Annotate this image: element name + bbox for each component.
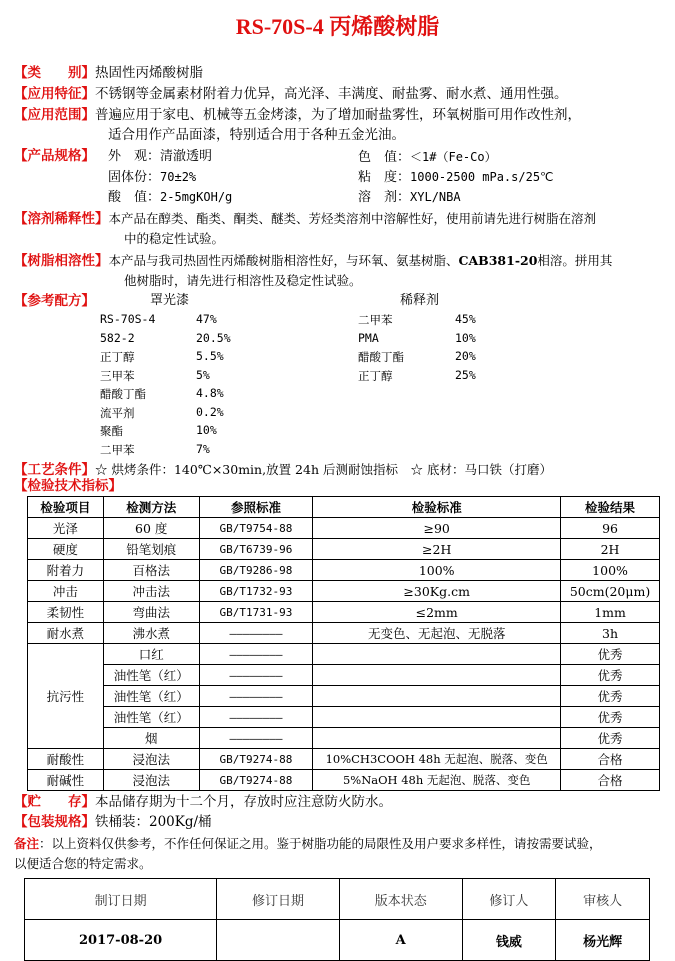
spec-acid: 酸 值：2-5mgKOH/g [108,190,233,205]
recipe-diluent-pct: 25% [455,367,476,382]
cell-ref: ———————— [199,644,313,665]
rev-version: A [339,920,462,961]
cell-result: 优秀 [561,686,660,707]
recipe-coat-pct: 5% [196,367,210,382]
cell-item: 耐水煮 [28,623,104,644]
cell-method: 60 度 [103,518,199,539]
cell-std: ≤2mm [313,602,561,623]
cell-result: 3h [561,623,660,644]
recipe-coat-pct: 4.8% [196,386,224,400]
inspection-table [27,496,660,791]
specs-label: 【产品规格】 [14,148,95,164]
compat-line1a: 本产品与我司热固性丙烯酸树脂相溶性好，与环氧、氨基树脂、 [108,253,459,268]
recipe-coat-name: 正丁醇 [100,350,135,364]
cell-ref: ———————— [199,707,313,728]
recipe-coat-name: 聚酯 [100,424,123,438]
cell-ref: GB/T9274-88 [199,770,313,791]
cell-std: 10%CH3COOH 48h 无起泡、脱落、变色 [313,749,561,770]
cell-method: 浸泡法 [103,749,199,770]
revision-header-row [25,879,650,920]
cell-result: 优秀 [561,707,660,728]
table-row [28,707,660,728]
recipe-coat-title: 罩光漆 [150,293,190,308]
inspection-header-row [28,497,660,518]
recipe-diluent-name: 醋酸丁酯 [358,350,404,364]
features-section [14,85,568,104]
note-line2: 以便适合您的特定需求。 [14,856,152,871]
cell-method: 沸水煮 [103,623,199,644]
page-title: RS-70S-4 丙烯酸树脂 [235,14,440,39]
recipe-diluent-name: 正丁醇 [358,368,393,383]
header-result: 检验结果 [561,497,660,518]
table-row [28,560,660,581]
rev-approver: 杨光辉 [556,920,650,961]
revision-value-row [25,920,650,961]
note-line1: ：以上资料仅供参考，不作任何保证之用。鉴于树脂功能的局限性及用户要求多样性，请按需要试验， [39,836,602,851]
recipe-coat-pct: 7% [196,441,210,456]
table-row [28,728,660,749]
category-section [14,64,203,83]
recipe-coat-pct: 20.5% [196,330,231,345]
compat-line2: 他树脂时，请先进行相溶性及稳定性试验。 [124,273,362,288]
rev-header-reviser: 修订人 [462,879,556,920]
cell-std: 5%NaOH 48h 无起泡、脱落、变色 [313,770,561,791]
cell-ref: GB/T9274-88 [199,749,313,770]
recipe-diluent-pct: 10% [455,330,476,345]
rev-header-revised: 修订日期 [217,879,340,920]
cell-result: 100% [561,560,660,581]
category-label: 【类 别】 [14,65,95,81]
spec-color: 色 值：＜1#（Fe-Co） [358,150,497,165]
table-row [28,539,660,560]
cell-result: 2H [561,539,660,560]
cell-std [313,686,561,707]
spec-viscosity: 粘 度：1000-2500 mPa.s/25℃ [358,170,554,185]
table-row [28,749,660,770]
scope-label: 【应用范围】 [14,107,95,123]
recipe-coat-pct: 47% [196,312,217,326]
cell-method: 浸泡法 [103,770,199,791]
header-ref: 参照标准 [199,497,313,518]
cell-result: 合格 [561,770,660,791]
cell-item: 附着力 [28,560,104,581]
cell-ref: ———————— [199,665,313,686]
table-row [28,581,660,602]
table-row [28,770,660,791]
cell-result: 50cm(20μm) [561,581,660,602]
rev-header-approver: 审核人 [556,879,650,920]
spec-solid: 固体份：70±2% [108,170,197,185]
recipe-coat-name: 582-2 [100,330,135,345]
packing-section [14,813,212,832]
inspection-label: 【检验技术指标】 [14,478,122,494]
compat-label: 【树脂相溶性】 [14,253,109,269]
process-label: 【工艺条件】 [14,462,95,478]
rev-header-made: 制订日期 [25,879,217,920]
table-row [28,686,660,707]
cell-item: 硬度 [28,539,104,560]
recipe-coat-name: 三甲苯 [100,368,135,383]
recipe-coat-name: 醋酸丁酯 [100,387,146,401]
cell-ref: GB/T9754-88 [199,518,313,539]
table-row [28,623,660,644]
process-value: ☆ 烘烤条件：140℃×30min,放置 24h 后测耐蚀指标 ☆ 底材：马口铁（打磨） [95,462,552,477]
cell-std [313,644,561,665]
storage-label: 【贮 存】 [14,794,95,810]
recipe-diluent-pct: 20% [455,349,476,363]
packing-label: 【包装规格】 [14,814,95,830]
recipe-diluent-pct: 45% [455,312,476,326]
cell-std: 100% [313,560,561,581]
cell-ref: ———————— [199,623,313,644]
cell-item: 光泽 [28,518,104,539]
cell-item: 柔韧性 [28,602,104,623]
cell-method: 油性笔（红） [103,665,199,686]
cell-ref: GB/T1732-93 [199,581,313,602]
scope-section [14,106,581,125]
recipe-coat-name: 流平剂 [100,405,135,420]
table-row [28,518,660,539]
cell-ref: ———————— [199,728,313,749]
cell-method: 烟 [103,728,199,749]
rev-reviser: 钱威 [462,920,556,961]
cell-method: 弯曲法 [103,602,199,623]
cell-method: 百格法 [103,560,199,581]
cell-std: ≥90 [313,518,561,539]
features-label: 【应用特征】 [14,86,95,102]
recipe-coat-pct: 10% [196,423,217,437]
cell-result: 合格 [561,749,660,770]
table-row [28,602,660,623]
recipe-coat-name: 二甲苯 [100,442,135,457]
category-value: 热固性丙烯酸树脂 [95,65,203,81]
header-std: 检验标准 [313,497,561,518]
cell-result: 96 [561,518,660,539]
inspection-section [14,477,122,496]
cell-method: 冲击法 [103,581,199,602]
cell-ref: GB/T1731-93 [199,602,313,623]
cell-std: ≥30Kg.cm [313,581,561,602]
storage-value: 本品储存期为十二个月，存放时应注意防火防水。 [95,794,392,810]
cell-ref: ———————— [199,686,313,707]
rev-revised-date [217,920,340,961]
cell-std [313,665,561,686]
cell-method: 油性笔（红） [103,707,199,728]
cell-method: 口红 [103,644,199,665]
note-section [14,834,602,853]
cell-std [313,728,561,749]
recipe-diluent-title: 稀释剂 [400,293,440,308]
rev-made-date: 2017-08-20 [25,920,217,961]
cell-item: 耐酸性 [28,749,104,770]
header-method: 检测方法 [103,497,199,518]
cell-method: 油性笔（红） [103,686,199,707]
cell-method: 铅笔划痕 [103,539,199,560]
header-item: 检验项目 [28,497,104,518]
cell-std: 无变色、无起泡、无脱落 [313,623,561,644]
cell-std: ≥2H [313,539,561,560]
note-label: 备注 [14,836,40,851]
cell-ref: GB/T6739-96 [199,539,313,560]
recipe-diluent-name: PMA [358,330,379,345]
dilution-label: 【溶剂稀释性】 [14,211,109,227]
packing-value: 铁桶装：200Kg/桶 [95,814,212,830]
cell-result: 1mm [561,602,660,623]
cell-item: 抗污性 [28,644,104,749]
compat-line1c: 相溶。拼用其 [537,253,613,268]
recipe-coat-pct: 0.2% [196,404,224,419]
recipe-label: 【参考配方】 [14,293,95,309]
storage-section [14,793,392,812]
cell-std [313,707,561,728]
table-row [28,644,660,665]
cell-result: 优秀 [561,644,660,665]
cell-result: 优秀 [561,665,660,686]
cell-result: 优秀 [561,728,660,749]
dilution-line2: 中的稳定性试验。 [124,231,225,246]
spec-appearance: 外 观：清澈透明 [108,149,213,164]
specs-section [14,147,95,166]
table-row [28,665,660,686]
rev-header-version: 版本状态 [339,879,462,920]
compat-section [14,251,612,271]
recipe-diluent-name: 二甲苯 [358,313,393,327]
cell-item: 耐碱性 [28,770,104,791]
spec-solvent: 溶 剂：XYL/NBA [358,190,461,205]
scope-line2: 适合用作产品面漆，特别适合用于各种五金光油。 [108,127,405,143]
features-value: 不锈钢等金属素材附着力优异，高光泽、丰满度、耐盐雾、耐水煮、通用性强。 [95,86,568,102]
revision-table [24,878,650,961]
recipe-coat-pct: 5.5% [196,349,224,363]
compat-line1b: CAB381-20 [458,253,538,268]
scope-line1: 普遍应用于家电、机械等五金烤漆，为了增加耐盐雾性，环氧树脂可用作改性剂， [95,107,581,123]
cell-ref: GB/T9286-98 [199,560,313,581]
dilution-section [14,209,596,229]
recipe-section [14,292,95,311]
dilution-line1: 本产品在醇类、酯类、酮类、醚类、芳烃类溶剂中溶解性好，使用前请先进行树脂在溶剂 [108,211,597,226]
cell-item: 冲击 [28,581,104,602]
recipe-coat-name: RS-70S-4 [100,312,156,326]
